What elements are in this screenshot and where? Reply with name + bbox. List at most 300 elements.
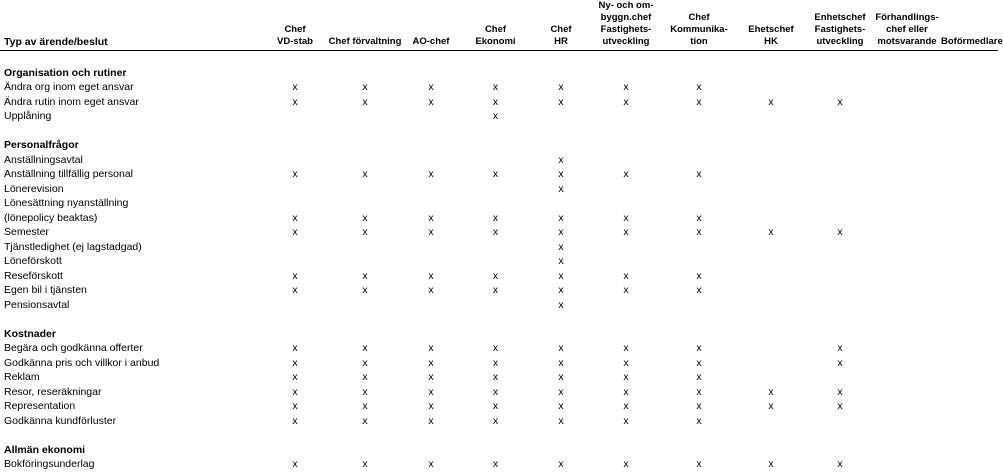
authority-cell	[806, 341, 874, 356]
authority-cell	[806, 211, 874, 226]
authority-cell	[662, 211, 736, 226]
authority-cell	[874, 95, 940, 110]
decision-type-label: Resor, reseräkningar	[4, 385, 102, 398]
authority-cell	[940, 399, 998, 414]
authority-cell	[590, 414, 662, 429]
authority-cell	[403, 370, 459, 385]
authority-cell	[806, 370, 874, 385]
role-header-line: Fastighets-	[814, 24, 866, 35]
authority-mark: x	[696, 342, 702, 355]
authority-cell	[459, 254, 532, 269]
authority-cell	[736, 254, 806, 269]
authority-cell	[590, 109, 662, 124]
authority-mark: x	[492, 95, 499, 108]
authority-cell	[806, 225, 874, 240]
authority-cell	[806, 167, 874, 182]
authority-cell	[263, 80, 327, 95]
role-header-line: Boförmedlare	[941, 36, 1003, 47]
authority-cell	[327, 356, 403, 371]
authority-cell	[459, 225, 532, 240]
spacer-row	[0, 312, 998, 327]
authority-mark: x	[696, 284, 702, 297]
authority-mark: x	[428, 458, 434, 471]
authority-cell	[806, 196, 874, 211]
authority-cell	[662, 269, 736, 284]
table-row	[0, 225, 998, 240]
authority-mark: x	[558, 226, 564, 239]
authority-mark: x	[292, 414, 298, 427]
authority-mark: x	[428, 284, 434, 297]
authority-cell	[263, 254, 327, 269]
authority-cell	[263, 370, 327, 385]
role-header-line: Ekonomi	[475, 36, 516, 47]
section-header-row	[0, 327, 998, 342]
authority-cell	[874, 80, 940, 95]
authority-cell	[590, 225, 662, 240]
authority-cell	[662, 182, 736, 197]
authority-mark: x	[292, 81, 298, 94]
authority-cell	[806, 385, 874, 400]
role-header-line: Chef	[688, 12, 710, 23]
authority-cell	[532, 370, 590, 385]
authority-mark: x	[623, 211, 629, 224]
authority-cell	[590, 80, 662, 95]
spacer-row	[0, 124, 998, 139]
authority-cell	[662, 414, 736, 429]
authority-cell	[263, 356, 327, 371]
authority-cell	[662, 341, 736, 356]
authority-mark: x	[492, 110, 499, 123]
section-title: Organisation och rutiner	[4, 66, 127, 79]
role-header-line: VD-stab	[277, 36, 313, 47]
authority-mark: x	[558, 153, 564, 166]
authority-cell	[662, 240, 736, 255]
authority-cell	[806, 414, 874, 429]
authority-cell	[662, 457, 736, 472]
role-header-line: chef eller	[886, 24, 928, 35]
role-header-line: Ehetschef	[748, 24, 794, 35]
authority-cell	[940, 182, 998, 197]
authority-cell	[532, 298, 590, 313]
authority-cell	[590, 457, 662, 472]
decision-type-label: Pensionsavtal	[4, 298, 70, 311]
authority-cell	[459, 240, 532, 255]
authority-cell	[327, 457, 403, 472]
authority-cell	[590, 240, 662, 255]
authority-cell	[940, 370, 998, 385]
role-header-line: motsvarande	[877, 36, 937, 47]
table-row	[0, 269, 998, 284]
authority-mark: x	[428, 356, 434, 369]
authority-mark: x	[362, 269, 368, 282]
authority-cell	[736, 182, 806, 197]
authority-cell	[327, 240, 403, 255]
authority-cell	[806, 457, 874, 472]
authority-mark: x	[492, 400, 499, 413]
authority-cell	[806, 298, 874, 313]
authority-cell	[590, 269, 662, 284]
authority-cell	[662, 109, 736, 124]
authority-cell	[736, 283, 806, 298]
authority-mark: x	[492, 414, 499, 427]
authority-mark: x	[558, 400, 564, 413]
authority-mark: x	[428, 269, 434, 282]
authority-cell	[736, 370, 806, 385]
authority-mark: x	[696, 81, 702, 94]
role-column-header	[459, 0, 532, 51]
authority-mark: x	[558, 298, 564, 311]
authority-cell	[327, 283, 403, 298]
decision-type-label: Reseförskott	[4, 269, 63, 282]
decision-type-label: Löneförskott	[4, 255, 62, 268]
decision-type-label: Lönerevision	[4, 182, 64, 195]
authority-mark: x	[362, 226, 368, 239]
authority-mark: x	[292, 342, 298, 355]
authority-cell	[940, 211, 998, 226]
authority-mark: x	[558, 182, 564, 195]
authority-cell	[459, 370, 532, 385]
authority-mark: x	[768, 458, 774, 471]
authority-cell	[263, 240, 327, 255]
authority-cell	[459, 356, 532, 371]
authority-cell	[874, 240, 940, 255]
decision-type-label: Lönesättning nyanställning	[4, 197, 129, 210]
authority-cell	[532, 80, 590, 95]
authority-mark: x	[362, 95, 368, 108]
authority-cell	[590, 283, 662, 298]
authority-cell	[459, 153, 532, 168]
authority-mark: x	[696, 458, 702, 471]
authority-mark: x	[492, 356, 499, 369]
authority-mark: x	[362, 168, 368, 181]
authority-cell	[263, 211, 327, 226]
authority-mark: x	[292, 269, 298, 282]
authority-cell	[940, 283, 998, 298]
authority-cell	[403, 399, 459, 414]
authority-mark: x	[492, 371, 499, 384]
authority-mark: x	[492, 81, 499, 94]
role-header-line: utveckling	[816, 36, 864, 47]
authority-mark: x	[623, 458, 629, 471]
authority-cell	[940, 341, 998, 356]
authority-cell	[940, 167, 998, 182]
authority-cell	[403, 385, 459, 400]
header-row	[0, 0, 998, 51]
authority-mark: x	[362, 211, 368, 224]
authority-cell	[874, 182, 940, 197]
decision-type-label: Godkänna pris och villkor i anbud	[4, 356, 160, 369]
authority-cell	[327, 196, 403, 211]
authority-cell	[806, 80, 874, 95]
authority-mark: x	[768, 226, 774, 239]
table-row	[0, 457, 998, 472]
authority-cell	[459, 269, 532, 284]
authority-cell	[806, 182, 874, 197]
authority-cell	[590, 341, 662, 356]
authority-mark: x	[837, 342, 843, 355]
authority-cell	[940, 95, 998, 110]
authority-mark: x	[558, 356, 564, 369]
authority-cell	[403, 95, 459, 110]
authority-mark: x	[837, 226, 843, 239]
table-row	[0, 370, 998, 385]
authority-cell	[263, 283, 327, 298]
authority-mark: x	[558, 81, 564, 94]
authority-cell	[532, 225, 590, 240]
authority-cell	[263, 457, 327, 472]
role-column-header	[403, 0, 459, 51]
authority-cell	[459, 167, 532, 182]
authority-cell	[403, 414, 459, 429]
authority-mark: x	[837, 458, 843, 471]
authority-cell	[736, 80, 806, 95]
authority-cell	[459, 414, 532, 429]
authority-cell	[662, 95, 736, 110]
authority-mark: x	[558, 385, 564, 398]
role-header-line: Fastighets-	[600, 24, 652, 35]
authority-cell	[662, 399, 736, 414]
authority-cell	[662, 80, 736, 95]
role-column-header	[874, 0, 940, 51]
authority-cell	[736, 269, 806, 284]
authority-mark: x	[623, 385, 629, 398]
role-header-line: Chef	[550, 24, 572, 35]
authority-cell	[806, 283, 874, 298]
authority-cell	[874, 109, 940, 124]
authority-cell	[532, 414, 590, 429]
authority-mark: x	[558, 414, 564, 427]
authority-mark: x	[492, 385, 499, 398]
authority-mark: x	[492, 284, 499, 297]
authority-cell	[736, 211, 806, 226]
authority-mark: x	[292, 284, 298, 297]
authority-cell	[459, 283, 532, 298]
authority-cell	[532, 182, 590, 197]
authority-mark: x	[492, 269, 499, 282]
authority-cell	[806, 95, 874, 110]
authority-cell	[403, 153, 459, 168]
authority-cell	[736, 167, 806, 182]
authority-cell	[327, 167, 403, 182]
authority-cell	[403, 269, 459, 284]
authority-cell	[403, 167, 459, 182]
authority-cell	[327, 341, 403, 356]
table-row	[0, 399, 998, 414]
table-row	[0, 95, 998, 110]
role-header-line: HR	[554, 36, 568, 47]
authority-cell	[327, 414, 403, 429]
authority-cell	[662, 167, 736, 182]
table-body	[0, 51, 998, 472]
authority-cell	[940, 356, 998, 371]
authority-mark: x	[558, 371, 564, 384]
authority-mark: x	[292, 356, 298, 369]
authority-cell	[874, 153, 940, 168]
authority-cell	[459, 385, 532, 400]
authority-cell	[940, 269, 998, 284]
role-column-header	[736, 0, 806, 51]
authority-mark: x	[362, 342, 368, 355]
authority-cell	[736, 385, 806, 400]
authority-cell	[736, 95, 806, 110]
authority-cell	[874, 196, 940, 211]
authority-mark: x	[696, 400, 702, 413]
authority-cell	[874, 225, 940, 240]
authority-cell	[590, 182, 662, 197]
authority-cell	[874, 457, 940, 472]
authority-mark: x	[696, 168, 702, 181]
table-row	[0, 80, 998, 95]
section-header-row	[0, 66, 998, 81]
authority-mark: x	[696, 226, 702, 239]
table-row	[0, 283, 998, 298]
authority-cell	[662, 385, 736, 400]
authority-cell	[736, 399, 806, 414]
authority-cell	[590, 211, 662, 226]
authority-cell	[459, 298, 532, 313]
authority-cell	[662, 356, 736, 371]
authority-cell	[459, 211, 532, 226]
authority-cell	[403, 341, 459, 356]
authority-cell	[940, 298, 998, 313]
role-header-line: tion	[690, 36, 708, 47]
authority-cell	[874, 399, 940, 414]
authority-mark: x	[362, 385, 368, 398]
authority-cell	[532, 153, 590, 168]
authority-cell	[736, 153, 806, 168]
decision-type-label: (lönepolicy beaktas)	[4, 211, 98, 224]
authority-cell	[327, 80, 403, 95]
table-row	[0, 240, 998, 255]
authority-cell	[532, 196, 590, 211]
authority-mark: x	[837, 385, 843, 398]
authority-mark: x	[623, 81, 629, 94]
role-header-line: Förhandlings-	[875, 12, 939, 23]
authority-cell	[940, 385, 998, 400]
authority-mark: x	[428, 168, 434, 181]
decision-type-label: Begära och godkänna offerter	[4, 342, 143, 355]
authority-cell	[662, 225, 736, 240]
authority-mark: x	[492, 226, 499, 239]
section-header-row	[0, 138, 998, 153]
decision-type-label: Tjänstledighet (ej lagstadgad)	[4, 240, 142, 253]
authority-cell	[459, 341, 532, 356]
authority-cell	[459, 80, 532, 95]
authority-cell	[940, 225, 998, 240]
authority-cell	[662, 196, 736, 211]
authority-mark: x	[623, 371, 629, 384]
authority-cell	[327, 95, 403, 110]
authority-mark: x	[623, 95, 629, 108]
table-row	[0, 341, 998, 356]
authority-cell	[403, 240, 459, 255]
authority-cell	[459, 196, 532, 211]
section-title: Kostnader	[4, 327, 56, 340]
type-column-header: Typ av ärende/beslut	[0, 0, 263, 51]
authority-cell	[263, 95, 327, 110]
decision-type-label: Upplåning	[4, 110, 52, 123]
table-row	[0, 211, 998, 226]
authority-cell	[590, 399, 662, 414]
authority-cell	[327, 109, 403, 124]
table-row	[0, 167, 998, 182]
spacer-row	[0, 428, 998, 443]
authority-cell	[532, 109, 590, 124]
spacer-cell	[0, 312, 998, 327]
authority-cell	[532, 269, 590, 284]
authority-cell	[403, 182, 459, 197]
authority-cell	[590, 196, 662, 211]
authority-cell	[806, 254, 874, 269]
authority-cell	[327, 153, 403, 168]
authority-cell	[806, 269, 874, 284]
authority-mark: x	[428, 385, 434, 398]
authority-mark: x	[428, 95, 434, 108]
authority-mark: x	[428, 81, 434, 94]
authority-mark: x	[696, 269, 702, 282]
authority-cell	[736, 341, 806, 356]
table-row	[0, 254, 998, 269]
authority-cell	[590, 356, 662, 371]
authority-cell	[403, 457, 459, 472]
authority-cell	[263, 182, 327, 197]
authority-mark: x	[362, 81, 368, 94]
authority-mark: x	[292, 371, 298, 384]
authority-mark: x	[623, 269, 629, 282]
authority-cell	[736, 240, 806, 255]
authority-mark: x	[623, 342, 629, 355]
authority-mark: x	[558, 269, 564, 282]
authority-mark: x	[837, 356, 843, 369]
authority-cell	[874, 254, 940, 269]
decision-type-label: Godkänna kundförluster	[4, 414, 117, 427]
authority-mark: x	[362, 356, 368, 369]
spacer-cell	[0, 51, 998, 66]
table-row	[0, 196, 998, 211]
decision-type-label: Anställning tillfällig personal	[4, 168, 133, 181]
decision-type-label: Ändra rutin inom eget ansvar	[4, 95, 139, 108]
authority-cell	[459, 95, 532, 110]
table-row	[0, 153, 998, 168]
authority-cell	[327, 211, 403, 226]
authority-mark: x	[768, 400, 774, 413]
authority-cell	[662, 153, 736, 168]
table-row	[0, 414, 998, 429]
authority-cell	[327, 399, 403, 414]
authority-cell	[940, 254, 998, 269]
role-column-header	[806, 0, 874, 51]
authority-cell	[403, 80, 459, 95]
authority-cell	[263, 225, 327, 240]
authority-cell	[736, 457, 806, 472]
authority-cell	[403, 298, 459, 313]
role-header-line: Enhetschef	[814, 12, 866, 23]
table-row	[0, 109, 998, 124]
authority-cell	[590, 95, 662, 110]
authority-cell	[806, 240, 874, 255]
table-row	[0, 298, 998, 313]
authority-cell	[327, 385, 403, 400]
role-header-line: Ny- och om-	[598, 0, 654, 11]
authority-cell	[263, 196, 327, 211]
authority-mark: x	[362, 284, 368, 297]
table-row	[0, 182, 998, 197]
authority-cell	[736, 298, 806, 313]
authority-cell	[532, 385, 590, 400]
authority-mark: x	[696, 385, 702, 398]
authority-mark: x	[623, 284, 629, 297]
authority-mark: x	[768, 385, 774, 398]
